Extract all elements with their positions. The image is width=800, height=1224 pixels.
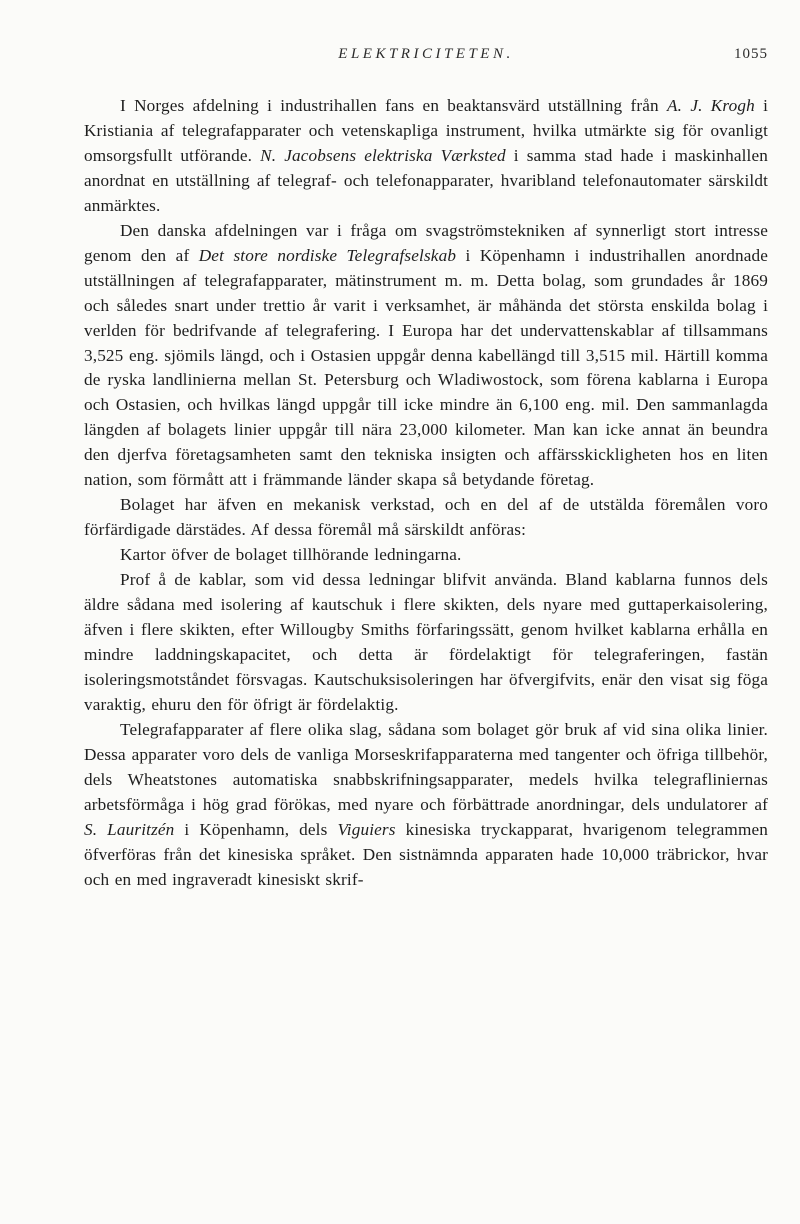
paragraph-maps: Kartor öfver de bolaget tillhörande ledningarna.: [120, 545, 462, 565]
name-jacobsens-vaerksted: N. Jacobsens elektriska Værksted: [260, 145, 506, 165]
page-number: 1055: [734, 46, 768, 62]
paragraph-danish-department: Den danska afdelningen var i fråga om svagströmstekniken af synnerligt stort intresse genom den af Det store nordiske Telegrafselskab i Köpenhamn i industrihallen anordnade utställningen af telegrafapparater, mätinstrument m. m. Detta bolag, som grundades år 1869 och således snart under trettio år varit i verksamhet, är måhända det största enskilda bolag i verlden för bedrifvande af telegrafering. I Europa har det undervattenskablar af tillsammans 3,525 eng. sjömils längd, och i Ostasien uppgår denna kabellängd till 3,515 mil. Härtill komma de ryska landlinierna mellan St. Petersburg och Wladiwostock, som förena kablarna i Europa och Ostasien, och hvilkas längd uppgår till icke mindre än 6,100 eng. mil. Den sammanlagda längden af bolagets linier uppgår till nära 23,000 kilometer. Man kan icke annat än beundra den djerfva företagsamheten samt den tekniska insigten och affärsskickligheten hos en liten nation, som förmått att i främmande länder skapa så betydande företag.: [84, 220, 768, 490]
running-head: ELEKTRICITETEN.: [338, 46, 514, 62]
paragraph-cable-samples: Prof å de kablar, som vid dessa ledningar blifvit använda. Bland kablarna funnos dels äldre sådana med isolering af kautschuk i flere skikten, dels nyare med guttaperkaisolering, äfven i flere skikten, efter Willougby Smiths förfaringssätt, genom hvilket kablarna erhålla en mindre laddningskapacitet, och detta är fördelaktigt för telegraferingen, fastän isoleringsmotståndet försvagas. Kautschuksisoleringen har öfvergifvits, enär den visat sig föga varaktig, ehuru den för öfrigt är fördelaktig.: [84, 570, 768, 714]
paragraph-norway-exhibition: I Norges afdelning i industrihallen fans en beaktansvärd utställning från A. J. Krogh i Kristiania af telegrafapparater och vetenskapliga instrument, hvilka utmärkte sig för ovanligt omsorgsfullt utförande. N. Jacobsens elektriska Værksted i samma stad hade i maskinhallen anordnat en utställning af telegraf- och telefonapparater, hvaribland telefonautomater särskildt anmärktes.: [84, 96, 768, 215]
name-viguiers: Viguiers: [337, 819, 396, 839]
page-header: [84, 46, 768, 70]
body-text: [84, 94, 768, 893]
paragraph-mechanical-workshop: Bolaget har äfven en mekanisk verkstad, och en del af de utstälda föremålen voro förfärdigade därstädes. Af dessa föremål må särskildt anföras:: [84, 495, 768, 540]
name-store-nordiske: Det store nordiske Telegrafselskab: [198, 245, 457, 265]
name-krogh: A. J. Krogh: [666, 96, 755, 115]
name-lauritzen: S. Lauritzén: [84, 819, 175, 839]
paragraph-telegraph-apparatus: Telegrafapparater af flere olika slag, sådana som bolaget gör bruk af vid sina olika linier. Dessa apparater voro dels de vanliga Morseskrifapparaterna med tangenter och öfriga tillbehör, dels Wheatstones automatiska snabbskrifningsapparater, medels hvilka telegrafliniernas arbetsförmåga i hög grad förökas, med nyare och förbättrade anordningar, dels undulatorer af S. Lauritzén i Köpenhamn, dels Viguiers kinesiska tryckapparat, hvarigenom telegrammen öfverföras från det kinesiska språket. Den sistnämnda apparaten hade 10,000 träbrickor, hvar och en med ingraveradt kinesiskt skrif-: [84, 719, 768, 889]
